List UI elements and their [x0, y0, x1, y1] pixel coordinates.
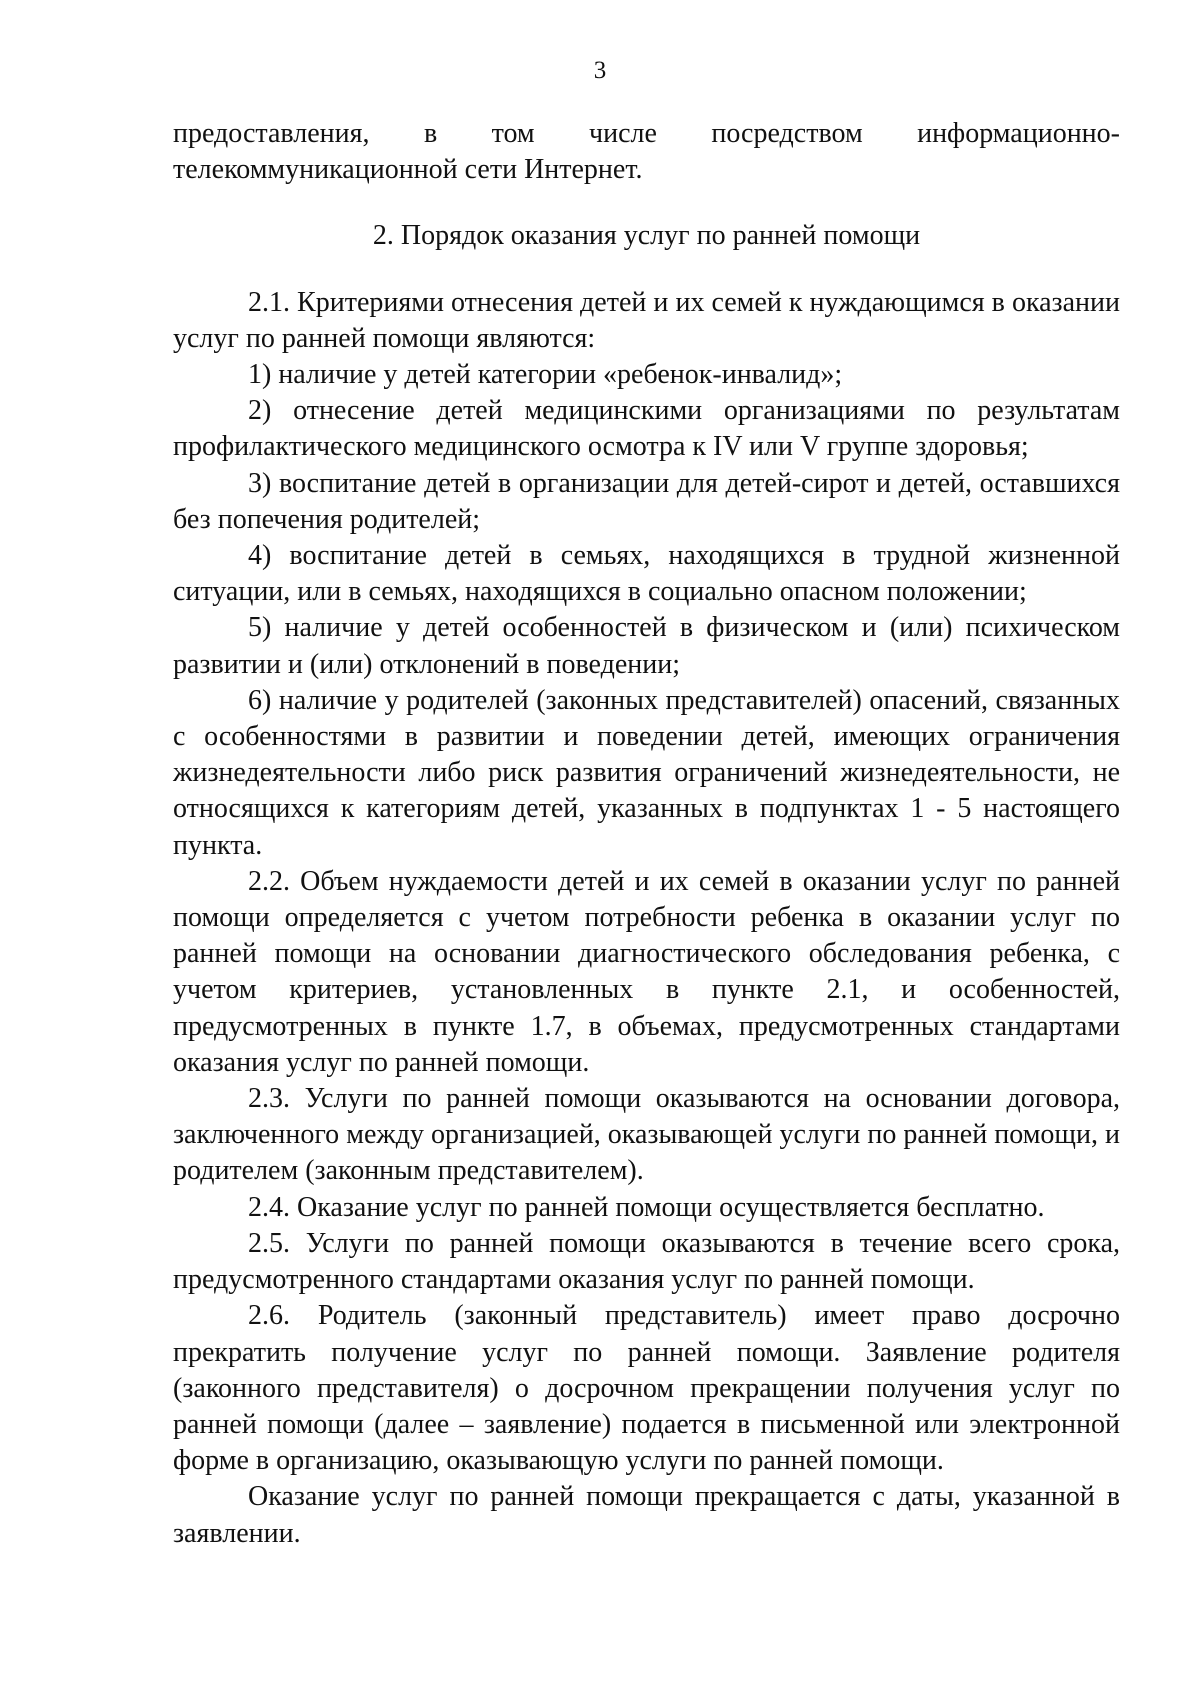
paragraph-2-3: 2.3. Услуги по ранней помощи оказываются на основании договора, заключенного между организацией, оказывающей услуги по ранней помощи, и родителем (законным представителем). — [173, 1083, 1120, 1187]
criterion-5: 5) наличие у детей особенностей в физическом и (или) психическом развитии и (или) отклонений в поведении; — [173, 612, 1120, 680]
closing-paragraph: Оказание услуг по ранней помощи прекращается с даты, указанной в заявлении. — [173, 1481, 1120, 1549]
document-body — [173, 116, 1120, 1552]
section-heading: 2. Порядок оказания услуг по ранней помощи — [372, 220, 921, 252]
page-number: 3 — [593, 57, 607, 84]
paragraph-2-5: 2.5. Услуги по ранней помощи оказываются в течение всего срока, предусмотренного стандартами оказания услуг по ранней помощи. — [173, 1227, 1120, 1296]
paragraph-2-1: 2.1. Критериями отнесения детей и их семей к нуждающимся в оказании услуг по ранней помощи являются: — [173, 286, 1120, 354]
criterion-2: 2) отнесение детей медицинскими организациями по результатам профилактического медицинского осмотра к IV или V группе здоровья; — [173, 395, 1120, 463]
paragraph-2-4: 2.4. Оказание услуг по ранней помощи осуществляется бесплатно. — [248, 1191, 1045, 1223]
criterion-4: 4) воспитание детей в семьях, находящихся в трудной жизненной ситуации, или в семьях, находящихся в социально опасном положении; — [173, 540, 1120, 608]
criterion-1: 1) наличие у детей категории «ребенок-инвалид»; — [248, 359, 843, 391]
intro-paragraph: предоставления, в том числе посредством информационно-телекоммуникационной сети Интернет. — [173, 118, 1120, 186]
paragraph-2-2: 2.2. Объем нуждаемости детей и их семей в оказании услуг по ранней помощи определяется с учетом потребности ребенка в оказании услуг по ранней помощи на основании диагностического обследования ребенка, с учетом критериев, установленных в пункте 2.1, и особенностей, предусмотренных в пункте 1.7, в объемах, предусмотренных стандартами оказания услуг по ранней помощи. — [173, 865, 1120, 1078]
criterion-6: 6) наличие у родителей (законных представителей) опасений, связанных с особенностями в развитии и поведении детей, имеющих ограничения жизнедеятельности либо риск развития ограничений жизнедеятельности, не относящихся к категориям детей, указанных в подпунктах 1 - 5 настоящего пункта. — [173, 684, 1120, 861]
paragraph-2-6: 2.6. Родитель (законный представитель) имеет право досрочно прекратить получение услуг по ранней помощи. Заявление родителя (законного представителя) о досрочном прекращении получения услуг по ранней помощи (далее – заявление) подается в письменной или электронной форме в организацию, оказывающую услуги по ранней помощи. — [173, 1300, 1120, 1477]
criterion-3: 3) воспитание детей в организации для детей-сирот и детей, оставшихся без попечения родителей; — [173, 467, 1120, 535]
